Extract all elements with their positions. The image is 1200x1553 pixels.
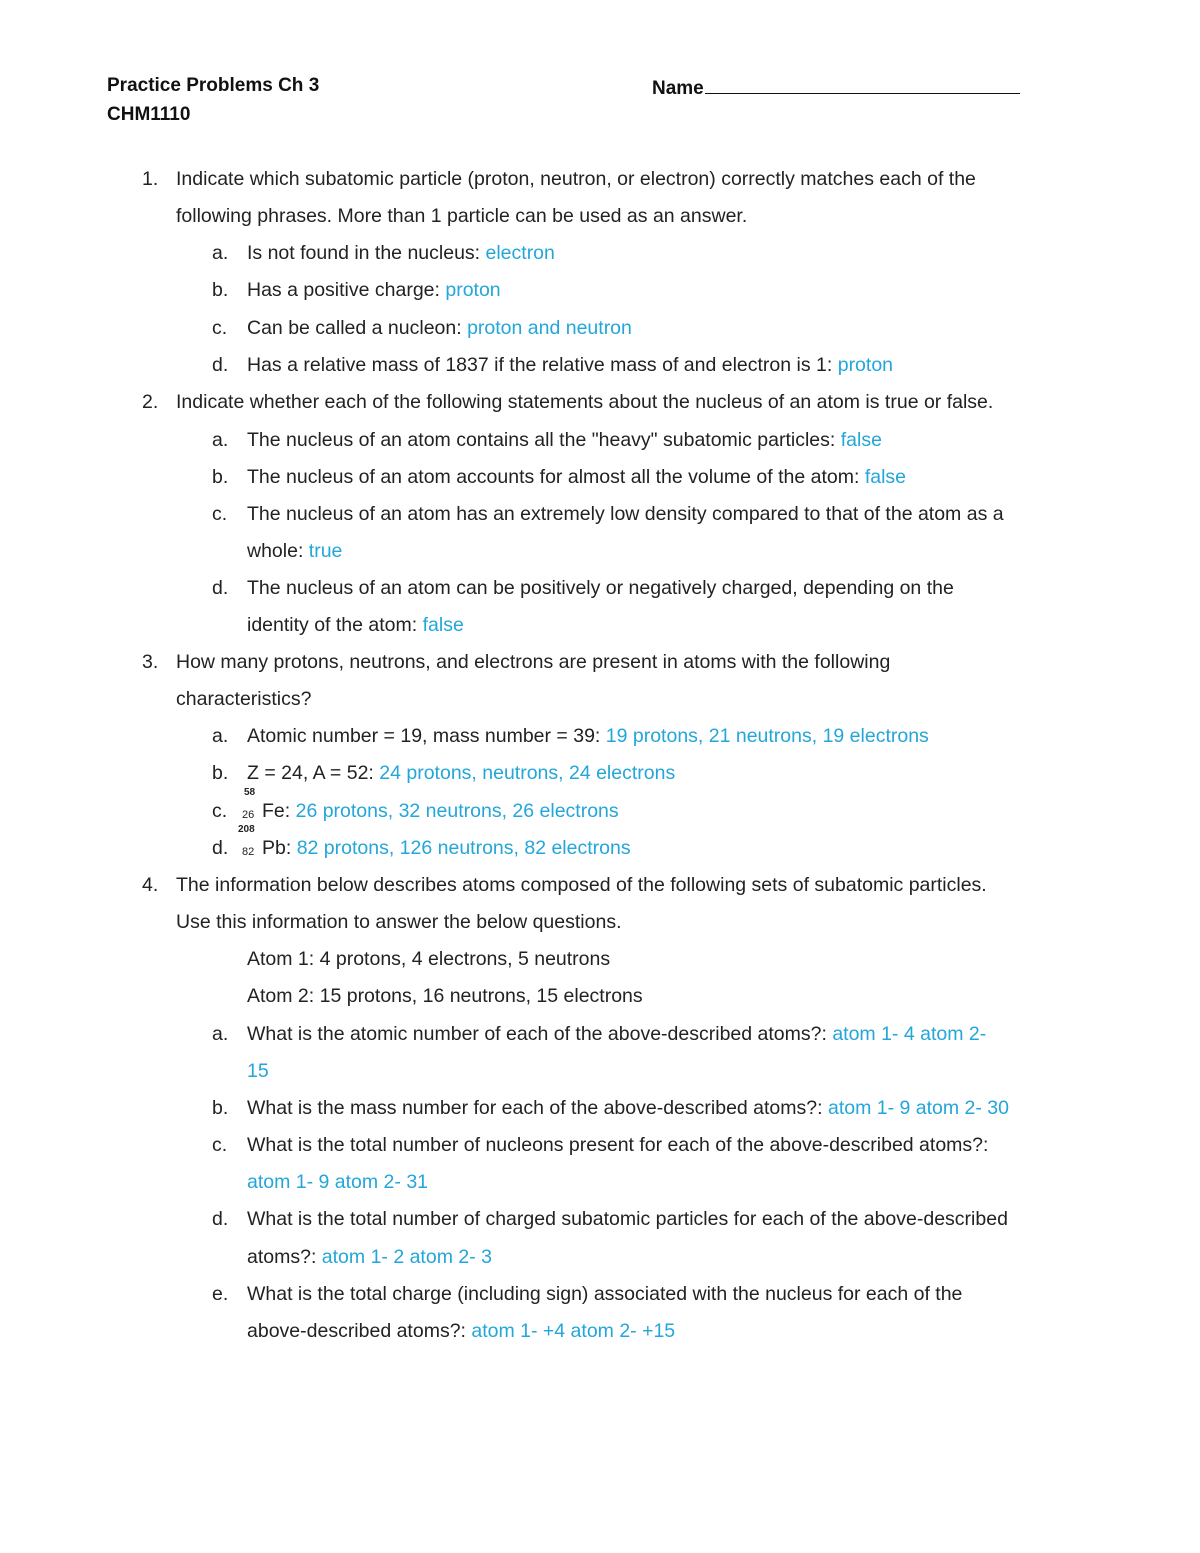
answer-continued: 15 bbox=[247, 1060, 269, 1082]
answer: proton bbox=[445, 279, 501, 301]
item-label: a. bbox=[212, 429, 229, 451]
name-field bbox=[652, 75, 1020, 100]
question-number: 3. bbox=[142, 651, 159, 673]
question-text: following phrases. More than 1 particle can be used as an answer. bbox=[176, 205, 748, 227]
list-item-continued: atoms?: atom 1- 2 atom 2- 3 bbox=[247, 1246, 492, 1268]
answer: 24 protons, neutrons, 24 electrons bbox=[379, 762, 676, 784]
mass-number: 208 bbox=[238, 824, 255, 835]
list-item: The nucleus of an atom has an extremely low density compared to that of the atom as a bbox=[247, 503, 1004, 525]
answer: atom 1- +4 atom 2- +15 bbox=[471, 1320, 676, 1342]
element-symbol: Pb: bbox=[262, 837, 297, 859]
question-number: 2. bbox=[142, 391, 159, 413]
list-item: What is the total number of charged subatomic particles for each of the above-described bbox=[247, 1208, 1008, 1230]
question-text: How many protons, neutrons, and electrons are present in atoms with the following bbox=[176, 651, 891, 673]
item-label: b. bbox=[212, 762, 229, 784]
question-text: characteristics? bbox=[176, 688, 312, 710]
list-item bbox=[242, 787, 619, 823]
list-item: Atomic number = 19, mass number = 39: 19 protons, 21 neutrons, 19 electrons bbox=[247, 725, 929, 747]
answer: atom 1- 9 atom 2- 31 bbox=[247, 1171, 429, 1193]
list-item: Has a relative mass of 1837 if the relative mass of and electron is 1: proton bbox=[247, 354, 894, 376]
mass-number: 58 bbox=[244, 787, 256, 798]
question-text: Indicate whether each of the following statements about the nucleus of an atom is true or false. bbox=[176, 391, 994, 413]
list-item: The nucleus of an atom accounts for almost all the volume of the atom: false bbox=[247, 466, 907, 488]
list-item: What is the total charge (including sign) associated with the nucleus for each of the bbox=[247, 1283, 963, 1305]
answer: proton bbox=[837, 354, 894, 376]
item-label: c. bbox=[212, 317, 228, 339]
element-symbol: Fe: bbox=[262, 800, 296, 822]
list-item: What is the atomic number of each of the above-described atoms?: atom 1- 4 atom 2- bbox=[247, 1023, 987, 1045]
list-item: Has a positive charge: proton bbox=[247, 279, 501, 301]
item-label: a. bbox=[212, 725, 229, 747]
answer: true bbox=[308, 540, 343, 562]
list-item-continued: above-described atoms?: atom 1- +4 atom 2- +15 bbox=[247, 1320, 676, 1342]
item-label: e. bbox=[212, 1283, 229, 1305]
list-item: What is the mass number for each of the above-described atoms?: atom 1- 9 atom 2- 30 bbox=[247, 1097, 1009, 1119]
item-label: d. bbox=[212, 577, 229, 599]
question-text: Use this information to answer the below questions. bbox=[176, 911, 622, 933]
item-label: b. bbox=[212, 466, 229, 488]
atom-2-description: Atom 2: 15 protons, 16 neutrons, 15 electrons bbox=[247, 985, 643, 1007]
list-item: Z = 24, A = 52: 24 protons, neutrons, 24 electrons bbox=[247, 762, 676, 784]
list-item-continued: identity of the atom: false bbox=[247, 614, 464, 636]
answer: 19 protons, 21 neutrons, 19 electrons bbox=[605, 725, 929, 747]
item-label: b. bbox=[212, 279, 229, 301]
list-item: The nucleus of an atom can be positively or negatively charged, depending on the bbox=[247, 577, 954, 599]
list-item: Can be called a nucleon: proton and neutron bbox=[247, 317, 632, 339]
question-number: 1. bbox=[142, 168, 159, 190]
atom-1-description: Atom 1: 4 protons, 4 electrons, 5 neutrons bbox=[247, 948, 611, 970]
list-item: What is the total number of nucleons present for each of the above-described atoms?: bbox=[247, 1134, 989, 1156]
answer: atom 1- 2 atom 2- 3 bbox=[321, 1246, 492, 1268]
question-text: The information below describes atoms composed of the following sets of subatomic particles. bbox=[176, 874, 987, 896]
list-item bbox=[238, 824, 631, 860]
answer: 82 protons, 126 neutrons, 82 electrons bbox=[296, 837, 631, 859]
answer: false bbox=[864, 466, 907, 488]
course-code: CHM1110 bbox=[107, 104, 191, 125]
isotope-notation bbox=[242, 787, 262, 823]
atomic-number: 82 bbox=[242, 846, 255, 858]
item-label: c. bbox=[212, 800, 228, 822]
isotope-notation bbox=[238, 824, 262, 860]
list-item: Is not found in the nucleus: electron bbox=[247, 242, 555, 264]
item-label: c. bbox=[212, 503, 228, 525]
list-item: The nucleus of an atom contains all the "heavy" subatomic particles: false bbox=[247, 429, 882, 451]
answer: false bbox=[422, 614, 464, 636]
question-number: 4. bbox=[142, 874, 159, 896]
answer: electron bbox=[485, 242, 555, 264]
answer: 26 protons, 32 neutrons, 26 electrons bbox=[295, 800, 619, 822]
list-item-continued: whole: true bbox=[247, 540, 343, 562]
answer: proton and neutron bbox=[467, 317, 632, 339]
item-label: d. bbox=[212, 837, 229, 859]
answer: false bbox=[840, 429, 882, 451]
atomic-number: 26 bbox=[242, 809, 255, 821]
name-label: Name bbox=[652, 78, 704, 99]
page-title: Practice Problems Ch 3 bbox=[107, 75, 320, 96]
item-label: d. bbox=[212, 1208, 229, 1230]
item-label: b. bbox=[212, 1097, 229, 1119]
answer: atom 1- 9 atom 2- 30 bbox=[827, 1097, 1009, 1119]
item-label: c. bbox=[212, 1134, 228, 1156]
item-label: a. bbox=[212, 242, 229, 264]
name-blank-line bbox=[705, 75, 1020, 94]
item-label: d. bbox=[212, 354, 229, 376]
answer: atom 1- 4 atom 2- bbox=[832, 1023, 987, 1045]
item-label: a. bbox=[212, 1023, 229, 1045]
question-text: Indicate which subatomic particle (proton, neutron, or electron) correctly matches each of the bbox=[176, 168, 976, 190]
